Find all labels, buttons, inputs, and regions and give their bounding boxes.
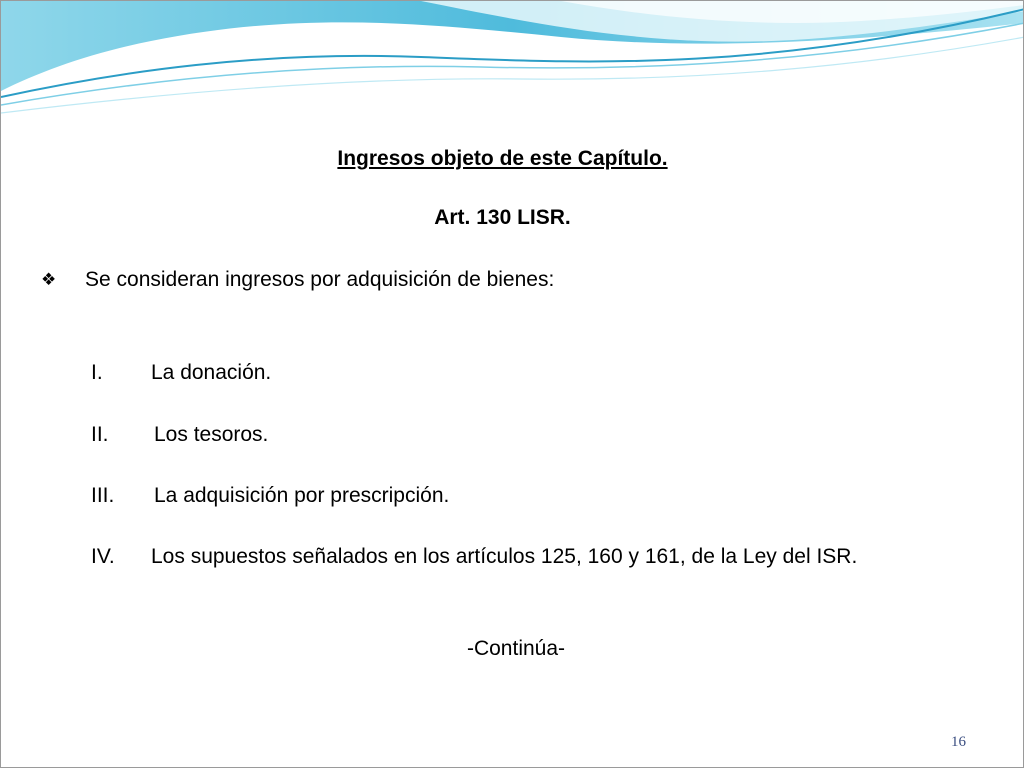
diamond-bullet-icon: ❖: [41, 270, 57, 289]
list-item-numeral: III.: [91, 484, 115, 507]
list-item-numeral: IV.: [91, 545, 115, 568]
bullet-text: Se consideran ingresos por adquisición de bienes:: [85, 268, 555, 291]
page-number: 16: [951, 734, 966, 750]
continue-note: -Continúa-: [466, 637, 566, 660]
subheading: Art. 130 LISR.: [434, 206, 571, 229]
list-item: [91, 542, 991, 604]
list-item-text: Los supuestos señalados en los artículos 125, 160 y 161, de la Ley del ISR.: [151, 545, 858, 568]
list-item-numeral: II.: [91, 423, 109, 446]
wave-banner: [1, 1, 1024, 121]
list-item-text: Los tesoros.: [154, 423, 269, 446]
bullet-row: [41, 266, 554, 294]
list-item-text: La donación.: [151, 361, 272, 384]
list-item-text: La adquisición por prescripción.: [154, 484, 450, 507]
heading: Ingresos objeto de este Capítulo.: [337, 147, 668, 170]
list-item-numeral: I.: [91, 361, 103, 384]
